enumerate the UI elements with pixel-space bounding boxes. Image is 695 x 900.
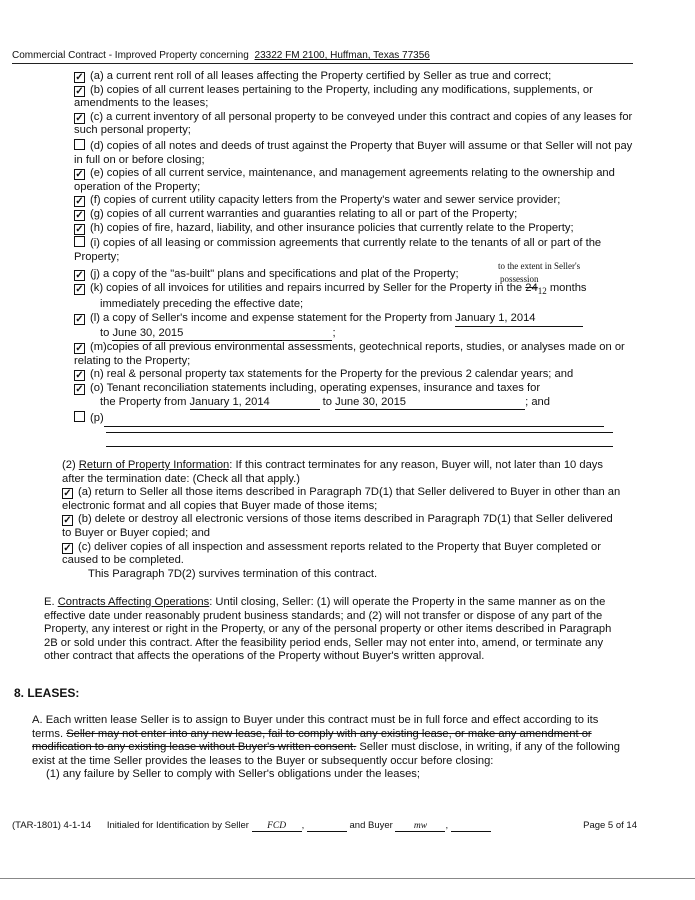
document-list-j-p — [74, 268, 634, 427]
list-item-g: ✓ (g) copies of all current warranties and guaranties relating to all or part of the Property; — [75, 207, 518, 221]
list-item-m: ✓ (m)copies of all previous environmental assessments, geotechnical reports, studies, or analyses made on or relating to the Property; — [74, 341, 625, 367]
blank-line-2 — [106, 446, 613, 447]
months-new: 12 — [537, 285, 547, 296]
page-number: Page 5 of 14 — [583, 820, 637, 831]
return-info-survives: This Paragraph 7D(2) survives termination of this contract. — [88, 567, 378, 580]
checkbox-h[interactable]: ✓ — [75, 223, 84, 235]
checkbox-return-a[interactable]: ✓ — [63, 488, 72, 500]
list-item-k: ✓ (k) copies of all invoices for utilities and repairs incurred by Seller for the Property in the $24_{12}$ months immediately preceding the effective date; — [75, 281, 587, 311]
section-e: E. Contracts Affecting Operations: Until closing, Seller: (1) will operate the Property in the same manner as on the effective date under reasonably prudent business standards; and (2) will not transfer or dispose of any part of the Property, any interest or right in the Property, or any of the personal property or other items described in Paragraph 2B or sold under this contract. After the feasibility period ends, Seller may not enter into, amend, or terminate any other contract that affects the operations of the Property without Buyer's written approval. — [44, 596, 612, 663]
header-rule — [12, 63, 633, 64]
checkbox-n[interactable]: ✓ — [75, 370, 84, 382]
checkbox-o[interactable]: ✓ — [75, 383, 84, 395]
checkbox-return-c[interactable]: ✓ — [63, 542, 72, 554]
list-item-e: ✓ (e) copies of all current service, maintenance, and management agreements relating to the ownership and operation of the Property; — [74, 167, 615, 193]
blank-line-1 — [106, 432, 613, 433]
return-info-c: ✓ (c) deliver copies of all inspection and assessment reports related to the Property that Buyer completed or caused to be completed. — [62, 540, 601, 567]
checkbox-l[interactable]: ✓ — [75, 314, 84, 326]
checkbox-return-b[interactable]: ✓ — [63, 515, 72, 527]
checkbox-f[interactable]: ✓ — [75, 196, 84, 208]
page-footer: (TAR-1801) 4-1-14 Initialed for Identification by Seller FCD , and Buyer mw , — [12, 820, 491, 832]
reconciliation-from-date[interactable]: January 1, 2014 — [190, 396, 320, 411]
page-header — [12, 50, 430, 61]
list-item-l: ✓ (l) a copy of Seller's income and expense statement for the Property from January 1, 2014 to June 30, 2015 ; — [74, 312, 634, 341]
section-8a-item1: (1) any failure by Seller to comply with Seller's obligations under the leases; — [46, 768, 420, 781]
list-item-j: ✓ (j) a copy of the "as-built" plans and specifications and plat of the Property; — [75, 268, 459, 281]
checkbox-m[interactable]: ✓ — [75, 343, 84, 355]
list-item-a: ✓ (a) a current rent roll of all leases affecting the Property certified by Seller as true and correct; — [75, 70, 552, 83]
list-item-o: ✓ (o) Tenant reconciliation statements including, operating expenses, insurance and taxes for the Property from January 1, 2014 to June 30, 2015 ; and — [74, 382, 634, 410]
form-number: (TAR-1801) 4-1-14 — [12, 820, 92, 831]
months-struck: 24 — [525, 281, 538, 294]
income-from-date[interactable]: January 1, 2014 — [455, 312, 583, 327]
checkbox-d[interactable] — [74, 139, 85, 150]
section-8a: A. Each written lease Seller is to assign to Buyer under this contract must be in full force and effect according to its terms. Seller may not enter into any new lease, fail to comply with any existing lease, or make any amendment or modification to any existing lease without Buyer's written consent. Seller must disclose, in writing, if any of the following exist at the time Seller provides the leases to the Buyer or subsequently occur before closing: (1) any failure by Seller to comply with Seller's obligations under the leases; — [32, 714, 622, 782]
checkbox-p[interactable] — [74, 411, 85, 422]
return-info-section — [62, 459, 622, 581]
seller-initials-2[interactable] — [307, 820, 347, 832]
checkbox-b[interactable]: ✓ — [75, 85, 84, 97]
income-to-date[interactable]: June 30, 2015 — [112, 327, 332, 342]
checkbox-a[interactable]: ✓ — [75, 72, 84, 83]
section-8-title: 8. LEASES: — [14, 686, 80, 700]
list-item-c: ✓ (c) a current inventory of all personal property to be conveyed under this contract and copies of any leases for such personal property; — [74, 110, 633, 137]
return-info-b: ✓ (b) delete or destroy all electronic versions of those items described in Paragraph 7D(1) that Seller delivered to Buyer or Buyer copied; and — [62, 513, 613, 539]
list-item-h: ✓ (h) copies of fire, hazard, liability, and other insurance policies that currently relate to the Property; — [75, 221, 574, 235]
checkbox-i[interactable] — [74, 236, 85, 247]
checkbox-k[interactable]: ✓ — [75, 283, 84, 295]
document-list-a-i — [74, 70, 634, 264]
checkbox-j[interactable]: ✓ — [75, 270, 84, 281]
header-prefix: Commercial Contract - Improved Property concerning — [12, 50, 249, 61]
bottom-rule — [0, 878, 695, 879]
checkbox-c[interactable]: ✓ — [75, 112, 84, 124]
return-info-a: ✓ (a) return to Seller all those items described in Paragraph 7D(1) that Seller delivered to Buyer in other than an electronic format and all copies that Buyer made of those items; — [62, 486, 621, 512]
buyer-initials[interactable]: mw — [395, 821, 445, 832]
list-item-f: ✓ (f) copies of current utility capacity letters from the Property's water and sewer service provider; — [75, 194, 561, 208]
checkbox-g[interactable]: ✓ — [75, 209, 84, 221]
reconciliation-to-date[interactable]: June 30, 2015 — [335, 396, 525, 411]
header-address: 23322 FM 2100, Huffman, Texas 77356 — [254, 50, 430, 61]
handwritten-extent: to the extent in Seller's — [498, 261, 581, 271]
handwritten-possession: possession — [500, 274, 539, 284]
return-info-heading: (2) Return of Property Information: If this contract terminates for any reason, Buyer will, not later than 10 days after the termination date: (Check all that apply.) — [62, 459, 603, 485]
list-item-p: (p) — [74, 410, 634, 427]
list-item-n: ✓ (n) real & personal property tax statements for the Property for the previous 2 calendar years; and — [75, 368, 574, 382]
struck-text: Seller may not enter into any new lease, fail to comply with any existing lease, or make any amendment or modification to any existing lease without Buyer's written consent. — [32, 727, 592, 754]
list-item-i: (i) copies of all leasing or commission agreements that currently relate to the tenants of all or part of the Property; — [74, 237, 602, 263]
other-item-field[interactable] — [104, 412, 604, 427]
buyer-initials-2[interactable] — [451, 820, 491, 832]
list-item-b: ✓ (b) copies of all current leases pertaining to the Property, including any modifications, supplements, or amendments to the leases; — [74, 83, 593, 110]
seller-initials[interactable]: FCD — [252, 821, 302, 832]
list-item-d: (d) copies of all notes and deeds of trust against the Property that Buyer will assume or that Seller will not pay in full on or before closing; — [74, 139, 633, 166]
checkbox-e[interactable]: ✓ — [75, 169, 84, 181]
